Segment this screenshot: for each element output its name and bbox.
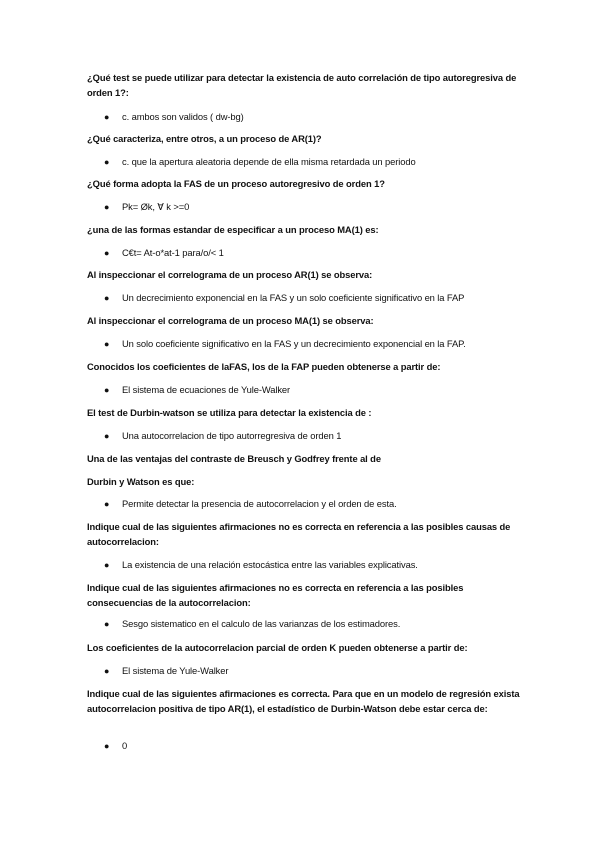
question-6: Al inspeccionar el correlograma de un proceso MA(1) se observa:: [87, 315, 374, 326]
bullet-icon: ●: [104, 499, 110, 509]
question-2: ¿Qué caracteriza, entre otros, a un proceso de AR(1)?: [87, 133, 322, 144]
question-9-continued: Durbin y Watson es que:: [87, 476, 195, 487]
question-13: Indique cual de las siguientes afirmaciones es correcta. Para que en un modelo de regresión exista autocorrelacion positiva de tipo AR(1), el estadístico de Durbin-Watson debe estar cerca de:: [87, 688, 520, 714]
answer-3: [104, 200, 534, 214]
question-10: Indique cual de las siguientes afirmaciones no es correcta en referencia a las posibles causas de autocorrelacion:: [87, 521, 511, 547]
answer-text: Un decrecimiento exponencial en la FAS y un solo coeficiente significativo en la FAP: [122, 292, 465, 303]
answer-2: [104, 155, 534, 169]
question-8: El test de Durbin-watson se utiliza para detectar la existencia de :: [87, 407, 372, 418]
answer-text: C€t= At-o*at-1 para/o/< 1: [122, 247, 224, 258]
answer-11: [104, 617, 534, 631]
question-11: Indique cual de las siguientes afirmaciones no es correcta en referencia a las posibles consecuencias de la autocorrelacion:: [87, 582, 464, 608]
bullet-icon: ●: [104, 293, 110, 303]
question-3: ¿Qué forma adopta la FAS de un proceso autoregresivo de orden 1?: [87, 178, 385, 189]
answer-7: [104, 383, 534, 397]
bullet-icon: ●: [104, 202, 110, 212]
answer-13: [104, 739, 534, 753]
answer-9: [104, 497, 534, 511]
answer-12: [104, 664, 534, 678]
answer-text: Sesgo sistematico en el calculo de las varianzas de los estimadores.: [122, 618, 401, 629]
bullet-icon: ●: [104, 560, 110, 570]
bullet-icon: ●: [104, 112, 110, 122]
bullet-icon: ●: [104, 157, 110, 167]
question-4: ¿una de las formas estandar de especificar a un proceso MA(1) es:: [87, 224, 379, 235]
answer-text: Un solo coeficiente significativo en la FAS y un decrecimiento exponencial en la FAP.: [122, 338, 466, 349]
bullet-icon: ●: [104, 431, 110, 441]
answer-text: Permite detectar la presencia de autocorrelacion y el orden de esta.: [122, 498, 397, 509]
bullet-icon: ●: [104, 741, 110, 751]
answer-text: El sistema de ecuaciones de Yule-Walker: [122, 384, 291, 395]
answer-text: La existencia de una relación estocástica entre las variables explicativas.: [122, 559, 418, 570]
question-7: Conocidos los coeficientes de laFAS, los de la FAP pueden obtenerse a partir de:: [87, 361, 441, 372]
answer-8: [104, 429, 534, 443]
answer-5: [104, 291, 534, 305]
answer-text: c. que la apertura aleatoria depende de ella misma retardada un periodo: [122, 156, 416, 167]
answer-4: [104, 246, 534, 260]
answer-6: [104, 337, 534, 351]
question-9: Una de las ventajas del contraste de Breusch y Godfrey frente al de: [87, 453, 381, 464]
answer-1: [104, 110, 534, 124]
bullet-icon: ●: [104, 248, 110, 258]
question-5: Al inspeccionar el correlograma de un proceso AR(1) se observa:: [87, 269, 373, 280]
bullet-icon: ●: [104, 619, 110, 629]
bullet-icon: ●: [104, 339, 110, 349]
question-12: Los coeficientes de la autocorrelacion parcial de orden K pueden obtenerse a partir de:: [87, 642, 468, 653]
answer-text: 0: [122, 740, 128, 751]
question-1: ¿Qué test se puede utilizar para detectar la existencia de auto correlación de tipo autoregresiva de orden 1?:: [87, 72, 517, 98]
answer-10: [104, 558, 534, 572]
answer-text: Pk= Øk, Ɐ k >=0: [122, 201, 190, 212]
bullet-icon: ●: [104, 385, 110, 395]
bullet-icon: ●: [104, 666, 110, 676]
answer-text: El sistema de Yule-Walker: [122, 665, 229, 676]
answer-text: Una autocorrelacion de tipo autorregresiva de orden 1: [122, 430, 342, 441]
answer-text: c. ambos son validos ( dw-bg): [122, 111, 244, 122]
